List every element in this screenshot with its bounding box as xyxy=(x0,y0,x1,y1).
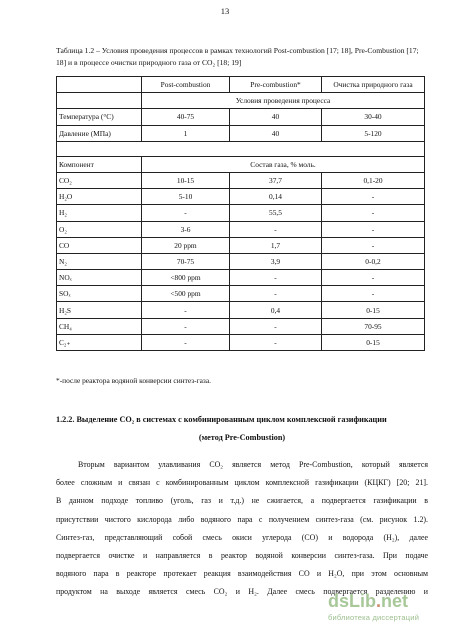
table-cell: 3-6 xyxy=(142,221,230,237)
component-name: C₂₊ xyxy=(57,334,142,350)
composition-title-row xyxy=(57,156,425,172)
table-cell: 55,5 xyxy=(230,205,322,221)
paragraph-line: продуктом на выходе является смесь CO₂ и H₂. Далее смесь подвергается разделению и xyxy=(56,587,428,597)
table-row xyxy=(57,334,425,350)
section-heading-line-2: (метод Pre-Combustion) xyxy=(198,433,286,442)
table-cell: - xyxy=(142,205,230,221)
table-cell: - xyxy=(142,334,230,350)
table-cell: 40-75 xyxy=(142,109,230,125)
component-name: CO xyxy=(57,237,142,253)
empty-cell xyxy=(57,93,142,109)
table-cell: 10-15 xyxy=(142,172,230,188)
table-cell: <500 ppm xyxy=(142,286,230,302)
header-cell: Очистка природного газа xyxy=(322,77,425,93)
table-row xyxy=(57,172,425,188)
table-cell: 0-15 xyxy=(322,302,425,318)
table-cell: 70-75 xyxy=(142,253,230,269)
component-name: N₂ xyxy=(57,253,142,269)
component-name: H₂ xyxy=(57,205,142,221)
process-conditions-table xyxy=(56,76,425,351)
page-number: 13 xyxy=(220,6,230,16)
table-cell: - xyxy=(230,270,322,286)
table-cell: 37,7 xyxy=(230,172,322,188)
table-row xyxy=(57,237,425,253)
conditions-title-row xyxy=(57,93,425,109)
section-paragraph xyxy=(56,456,428,602)
table-cell: - xyxy=(322,270,425,286)
table-cell: 30-40 xyxy=(322,109,425,125)
table-row xyxy=(57,302,425,318)
table-cell: 40 xyxy=(230,109,322,125)
table-cell: <800 ppm xyxy=(142,270,230,286)
table-row xyxy=(57,189,425,205)
logo-text-right: net xyxy=(381,591,409,611)
watermark-subtitle: библиотека диссертаций xyxy=(328,613,420,622)
table-cell: 0,1-20 xyxy=(322,172,425,188)
table-row xyxy=(57,109,425,125)
component-name: H₂S xyxy=(57,302,142,318)
table-cell: - xyxy=(322,221,425,237)
table-cell: 0,14 xyxy=(230,189,322,205)
table-row xyxy=(57,318,425,334)
table-cell: 70-95 xyxy=(322,318,425,334)
table-cell: - xyxy=(142,318,230,334)
table-cell: - xyxy=(230,334,322,350)
conditions-title: Условия проведения процесса xyxy=(142,93,425,109)
table-row xyxy=(57,221,425,237)
table-cell: - xyxy=(142,302,230,318)
paragraph-line: В данном подходе топливо (уголь, газ и т.д.) не сжигается, а подвергается газификации в xyxy=(56,496,428,506)
table-header-row xyxy=(57,77,425,93)
paragraph-line: присутствии чистого кислорода либо водяного пара с получением синтез-газа (см. рисунок 1.2). xyxy=(56,514,428,524)
table-cell: - xyxy=(322,286,425,302)
table-row xyxy=(57,205,425,221)
logo-text-left: dsLib xyxy=(328,591,376,611)
spacer-row xyxy=(57,141,425,156)
table-cell: 1,7 xyxy=(230,237,322,253)
table-cell: 1 xyxy=(142,125,230,141)
table-cell: - xyxy=(322,205,425,221)
spacer-cell xyxy=(57,141,425,156)
table-cell: 0-0,2 xyxy=(322,253,425,269)
component-name: CH₄ xyxy=(57,318,142,334)
logo-dot: . xyxy=(376,591,382,611)
component-name: NOₓ xyxy=(57,270,142,286)
header-cell: Post-combustion xyxy=(142,77,230,93)
table-cell: 0,4 xyxy=(230,302,322,318)
dslib-watermark xyxy=(328,591,436,629)
table-cell: 20 ppm xyxy=(142,237,230,253)
header-cell xyxy=(57,77,142,93)
table-cell: 5-120 xyxy=(322,125,425,141)
section-heading-line-1: 1.2.2. Выделение CO₂ в системах с комбинированным циклом комплексной газификации xyxy=(56,415,387,424)
table-cell: 40 xyxy=(230,125,322,141)
table-cell: 3,9 xyxy=(230,253,322,269)
paragraph-line: Синтез-газ, представляющий собой смесь окиси углерода (CO) и водорода (H₂), далее xyxy=(56,532,428,542)
table-row xyxy=(57,286,425,302)
component-name: O₂ xyxy=(57,221,142,237)
paragraph-line: подвергается очистке и направляется в реактор водяной конверсии синтез-газа. При подаче xyxy=(56,551,428,561)
row-label: Температура (°С) xyxy=(57,109,142,125)
table-cell: - xyxy=(322,189,425,205)
table-cell: - xyxy=(230,221,322,237)
table-cell: - xyxy=(230,286,322,302)
dslib-logo xyxy=(328,591,436,612)
component-label: Компонент xyxy=(57,156,142,172)
paragraph-line: более сложным и связан с комбинированным циклом комплексной газификации (КЦКГ) [20; 21]. xyxy=(56,478,428,488)
table-row xyxy=(57,253,425,269)
table-row xyxy=(57,125,425,141)
section-heading xyxy=(56,411,428,447)
composition-title: Состав газа, % моль. xyxy=(142,156,425,172)
table-cell: - xyxy=(322,237,425,253)
table-cell: - xyxy=(230,318,322,334)
table-footnote: *-после реактора водяной конверсии синтез-газа. xyxy=(56,376,211,385)
header-cell: Pre-combustion* xyxy=(230,77,322,93)
table-cell: 5-10 xyxy=(142,189,230,205)
component-name: CO₂ xyxy=(57,172,142,188)
component-name: H₂O xyxy=(57,189,142,205)
paragraph-line: водяного пара в реакторе протекает реакция взаимодействия CO и H₂O, при этом основным xyxy=(56,569,428,579)
component-name: SOₓ xyxy=(57,286,142,302)
row-label: Давление (МПа) xyxy=(57,125,142,141)
table-caption: Таблица 1.2 – Условия проведения процессов в рамках технологий Post-combustion [17; 18], Pre-Combustion [17; 18] и в процессе очистки природного газа от CO₂ [18; 19] xyxy=(56,46,419,67)
table-row xyxy=(57,270,425,286)
table-cell: 0-15 xyxy=(322,334,425,350)
paragraph-line: Вторым вариантом улавливания CO₂ является метод Pre-Combustion, который является xyxy=(78,460,428,469)
